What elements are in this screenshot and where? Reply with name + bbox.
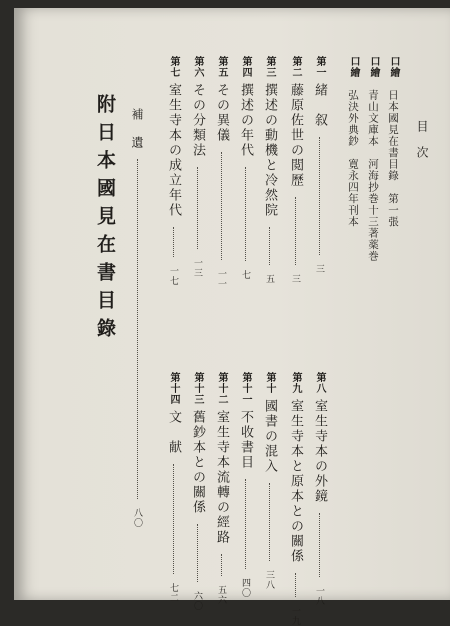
entry-title: 室生寺本と原本との關係 bbox=[288, 399, 303, 565]
frontispiece-text: 弘決外典鈔 寛永四年刊本 bbox=[347, 89, 359, 228]
entry-page: 一三 bbox=[192, 258, 202, 279]
leader-dots bbox=[137, 159, 138, 499]
entry-title: 緒 叙 bbox=[312, 83, 327, 129]
entry-number: 第十二 bbox=[216, 372, 227, 405]
entry-title: 室生寺本の成立年代 bbox=[166, 83, 181, 219]
leader-dots bbox=[173, 227, 174, 257]
entry-number: 第二 bbox=[290, 56, 301, 78]
toc-entry bbox=[286, 372, 305, 626]
entry-page: 三 bbox=[290, 274, 300, 285]
leader-dots bbox=[221, 554, 222, 576]
frontispiece-3 bbox=[346, 56, 361, 228]
entry-number: 第九 bbox=[290, 372, 301, 394]
toc-entry bbox=[164, 372, 183, 603]
toc-entry bbox=[188, 372, 207, 611]
supplement-entry bbox=[128, 108, 147, 528]
entry-page: 三 bbox=[314, 264, 324, 275]
toc-heading: 目次 bbox=[415, 120, 429, 172]
frontispiece-text: 日本國見在書目錄 第一張 bbox=[387, 89, 399, 228]
entry-number: 第六 bbox=[192, 56, 203, 78]
leader-dots bbox=[245, 167, 246, 261]
entry-title: 室生寺本流轉の經路 bbox=[214, 410, 229, 546]
frontispiece-2 bbox=[366, 56, 381, 262]
entry-page: 一一 bbox=[216, 269, 226, 290]
book-page bbox=[14, 8, 450, 626]
entry-title: 舊鈔本との關係 bbox=[190, 410, 205, 516]
appendix-title: 附日本國見在書目錄 bbox=[94, 94, 116, 346]
leader-dots bbox=[173, 464, 174, 574]
leader-dots bbox=[197, 524, 198, 582]
toc-entry bbox=[164, 56, 183, 286]
toc-entry bbox=[286, 56, 305, 284]
entry-number: 第十一 bbox=[240, 372, 251, 405]
entry-number: 第十三 bbox=[192, 372, 203, 405]
toc-entry bbox=[212, 56, 231, 289]
entry-number: 第一 bbox=[314, 56, 325, 78]
entry-title: 藤原佐世の閲歷 bbox=[288, 83, 303, 189]
entry-page: 三八 bbox=[264, 570, 274, 591]
entry-title: 撰述の年代 bbox=[238, 83, 253, 159]
frontispiece-text: 青山文庫本 河海抄巻十三著薬巻 bbox=[367, 89, 379, 262]
entry-title: その分類法 bbox=[190, 83, 205, 159]
entry-page: 一九 bbox=[290, 606, 300, 626]
toc-entry bbox=[212, 372, 231, 605]
leader-dots bbox=[245, 479, 246, 569]
entry-number: 第十四 bbox=[168, 372, 179, 405]
toc-entry bbox=[310, 372, 329, 606]
toc-entry bbox=[260, 56, 279, 284]
frontispiece-label: 口繪 bbox=[368, 56, 379, 78]
supplement-page: 八〇 bbox=[132, 508, 142, 529]
frontispiece-label: 口繪 bbox=[388, 56, 399, 78]
leader-dots bbox=[295, 197, 296, 265]
toc-entry bbox=[310, 56, 329, 274]
frontispiece-1 bbox=[386, 56, 401, 228]
entry-page: 一七 bbox=[168, 266, 178, 287]
toc-entry bbox=[236, 56, 255, 280]
entry-page: 四〇 bbox=[240, 578, 250, 599]
leader-dots bbox=[269, 227, 270, 265]
entry-page: 五 bbox=[264, 274, 274, 285]
entry-title: その異儀 bbox=[214, 83, 229, 144]
leader-dots bbox=[197, 167, 198, 249]
entry-number: 第四 bbox=[240, 56, 251, 78]
entry-number: 第八 bbox=[314, 372, 325, 394]
entry-title: 室生寺本の外鏡 bbox=[312, 399, 327, 505]
leader-dots bbox=[295, 573, 296, 597]
frontispiece-label: 口繪 bbox=[348, 56, 359, 78]
toc-entry bbox=[260, 372, 279, 590]
leader-dots bbox=[221, 152, 222, 260]
leader-dots bbox=[319, 513, 320, 577]
entry-page: 五六 bbox=[216, 585, 226, 606]
leader-dots bbox=[269, 483, 270, 561]
leader-dots bbox=[319, 137, 320, 255]
entry-title: 文 献 bbox=[166, 410, 181, 456]
entry-title: 國書の混入 bbox=[262, 399, 277, 475]
entry-title: 撰述の動機と冷然院 bbox=[262, 83, 277, 219]
entry-number: 第十 bbox=[264, 372, 275, 394]
entry-page: 一八 bbox=[314, 586, 324, 607]
entry-page: 七二 bbox=[168, 583, 178, 604]
entry-page: 七 bbox=[240, 270, 250, 281]
toc-entry bbox=[188, 56, 207, 278]
entry-number: 第五 bbox=[216, 56, 227, 78]
entry-number: 第三 bbox=[264, 56, 275, 78]
supplement-label: 補 遺 bbox=[130, 108, 144, 150]
entry-page: 六〇 bbox=[192, 591, 202, 612]
toc-entry bbox=[236, 372, 255, 598]
entry-title: 不收書目 bbox=[238, 410, 253, 471]
entry-number: 第七 bbox=[168, 56, 179, 78]
